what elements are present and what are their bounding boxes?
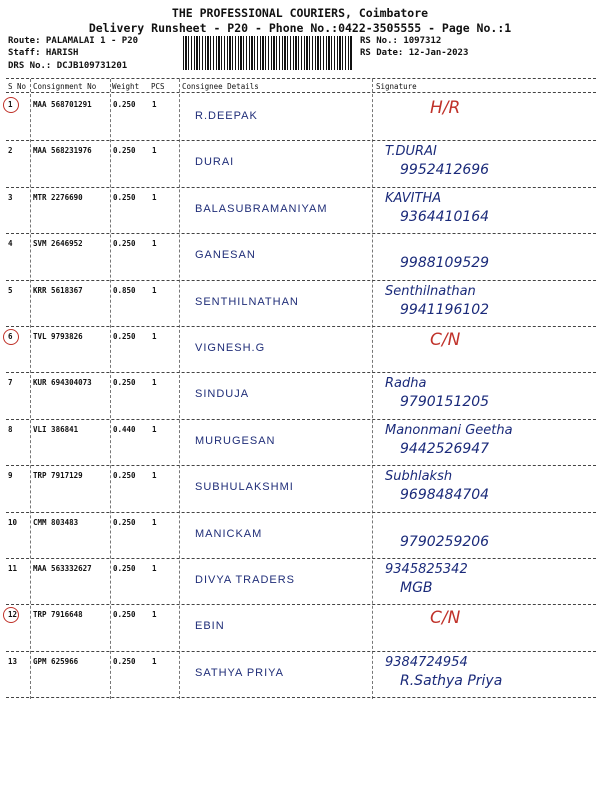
row-signature-line-1: 9345825342	[385, 562, 468, 577]
row-pcs: 1	[152, 192, 157, 202]
row-consignee-name: GANESAN	[195, 249, 256, 262]
row-sno: 9	[8, 471, 13, 481]
row-consignment-no: TRP 7917129	[33, 471, 83, 481]
drs-label: DRS No.: DCJB109731201	[8, 61, 128, 71]
row-pcs: 1	[152, 656, 157, 666]
row-pcs: 1	[152, 378, 157, 388]
row-signature-line-1: Subhlaksh	[385, 469, 453, 485]
row-signature-line-1: H/R	[430, 98, 461, 118]
row-separator	[6, 280, 596, 281]
row-sno: 13	[8, 656, 18, 666]
row-weight: 0.250	[113, 146, 136, 156]
row-consignee-name: VIGNESH.G	[195, 342, 266, 354]
row-signature-line-2: 9364410164	[400, 208, 490, 225]
row-consignment-no: MTR 2276690	[33, 192, 83, 202]
row-separator	[6, 651, 596, 652]
row-consignment-no: VLI 386841	[33, 424, 79, 434]
barcode	[183, 36, 353, 70]
row-consignee-name: DURAI	[195, 156, 235, 169]
row-consignment-no: SVM 2646952	[33, 239, 83, 249]
row-signature-line-2: 9442526947	[400, 440, 490, 457]
row-separator	[6, 372, 596, 373]
row-signature-line-2: 9988109529	[400, 255, 490, 272]
row-weight: 0.440	[113, 424, 136, 434]
row-signature-line-1: T.DURAI	[385, 144, 437, 160]
col-divider	[372, 79, 373, 699]
row-consignment-no: TVL 9793826	[33, 332, 83, 341]
row-sno: 8	[8, 424, 13, 434]
row-consignee-name: R.DEEPAK	[195, 110, 258, 122]
col-pcs: PCS	[151, 82, 165, 91]
row-consignment-no: CMM 803483	[33, 517, 79, 527]
row-consignee-name: SINDUJA	[195, 388, 250, 401]
row-weight: 0.250	[113, 517, 136, 527]
row-pcs: 1	[152, 100, 157, 109]
row-separator	[6, 558, 596, 559]
row-separator	[6, 326, 596, 327]
row-pcs: 1	[152, 285, 157, 295]
col-weight: Weight	[112, 82, 140, 91]
col-divider	[30, 79, 31, 699]
row-sno: 5	[8, 285, 13, 295]
row-pcs: 1	[152, 424, 157, 434]
route-label: Route: PALAMALAI 1 - P20	[8, 36, 139, 46]
row-weight: 0.250	[113, 471, 136, 481]
row-sno: 12	[8, 610, 18, 620]
row-signature-line-2: 9941196102	[400, 301, 490, 318]
row-consignment-no: TRP 7916648	[33, 610, 83, 620]
row-circle-mark	[3, 329, 19, 345]
row-pcs: 1	[152, 332, 157, 341]
row-separator	[6, 697, 596, 698]
row-weight: 0.250	[113, 564, 136, 573]
row-signature-line-2: R.Sathya Priya	[400, 672, 503, 689]
staff-label: Staff: HARISH	[8, 48, 79, 58]
row-consignee-name: BALASUBRAMANIYAM	[195, 202, 328, 215]
row-signature-line-1: C/N	[430, 608, 461, 629]
row-pcs: 1	[152, 564, 157, 573]
row-separator	[6, 140, 596, 141]
row-signature-line-1: KAVITHA	[385, 190, 442, 206]
row-sno: 4	[8, 239, 13, 249]
row-sno: 6	[8, 332, 13, 341]
row-signature-line-2: 9952412696	[400, 162, 490, 179]
row-pcs: 1	[152, 610, 157, 620]
row-consignee-name: EBIN	[195, 620, 225, 633]
row-sno: 10	[8, 517, 18, 527]
row-sno: 3	[8, 192, 13, 202]
row-circle-mark	[3, 607, 19, 623]
row-pcs: 1	[152, 146, 157, 156]
row-weight: 0.250	[113, 332, 136, 341]
row-sno: 11	[8, 564, 18, 573]
row-signature-line-1: Radha	[385, 376, 427, 392]
row-consignee-name: SATHYA PRIYA	[195, 666, 285, 679]
header-rule-bottom	[6, 92, 596, 93]
row-separator	[6, 512, 596, 513]
row-consignee-name: SUBHULAKSHMI	[195, 481, 294, 494]
row-weight: 0.250	[113, 100, 136, 109]
row-sno: 2	[8, 146, 13, 156]
row-separator	[6, 604, 596, 605]
col-sno: S No	[8, 82, 27, 91]
row-signature-line-2: 9698484704	[400, 487, 490, 504]
header-rule-top	[6, 78, 596, 79]
row-separator	[6, 465, 596, 466]
row-consignment-no: MAA 568231976	[33, 146, 92, 156]
row-signature-line-1: Manonmani Geetha	[385, 422, 513, 438]
row-weight: 0.250	[113, 378, 136, 388]
row-consignment-no: KRR 5618367	[33, 285, 83, 295]
row-consignee-name: MANICKAM	[195, 527, 263, 540]
row-signature-line-1: Senthilnathan	[385, 283, 476, 299]
col-consignment: Consignment No	[33, 82, 97, 91]
rs-number: RS No.: 1097312	[360, 36, 442, 46]
row-weight: 0.250	[113, 656, 136, 666]
row-consignment-no: GPM 625966	[33, 656, 79, 666]
row-signature-line-1: 9384724954	[385, 654, 468, 670]
col-divider	[110, 79, 111, 699]
row-consignment-no: KUR 694304073	[33, 378, 92, 388]
row-circle-mark	[3, 97, 19, 113]
row-consignee-name: MURUGESAN	[195, 434, 276, 447]
company-title: THE PROFESSIONAL COURIERS, Coimbatore	[171, 6, 429, 20]
row-signature-line-1: C/N	[430, 330, 461, 350]
row-signature-line-2: 9790259206	[400, 533, 490, 550]
row-signature-line-2: MGB	[400, 580, 433, 596]
row-weight: 0.250	[113, 192, 136, 202]
row-separator	[6, 187, 596, 188]
row-consignment-no: MAA 563332627	[33, 564, 92, 573]
row-pcs: 1	[152, 517, 157, 527]
row-separator	[6, 233, 596, 234]
row-sno: 1	[8, 100, 13, 109]
row-consignee-name: SENTHILNATHAN	[195, 295, 299, 308]
row-weight: 0.850	[113, 285, 136, 295]
row-weight: 0.250	[113, 610, 136, 620]
rs-date: RS Date: 12-Jan-2023	[360, 48, 469, 58]
col-divider	[179, 79, 180, 699]
row-weight: 0.250	[113, 239, 136, 249]
runsheet-subtitle: Delivery Runsheet - P20 - Phone No.:0422-3505555 - Page No.:1	[88, 21, 512, 35]
row-sno: 7	[8, 378, 13, 388]
row-signature-line-2: 9790151205	[400, 394, 490, 411]
row-consignment-no: MAA 568701291	[33, 100, 92, 109]
row-pcs: 1	[152, 471, 157, 481]
row-consignee-name: DIVYA TRADERS	[195, 574, 296, 586]
row-pcs: 1	[152, 239, 157, 249]
col-consignee: Consignee Details	[182, 82, 259, 91]
col-signature: Signature	[376, 82, 417, 91]
row-separator	[6, 419, 596, 420]
